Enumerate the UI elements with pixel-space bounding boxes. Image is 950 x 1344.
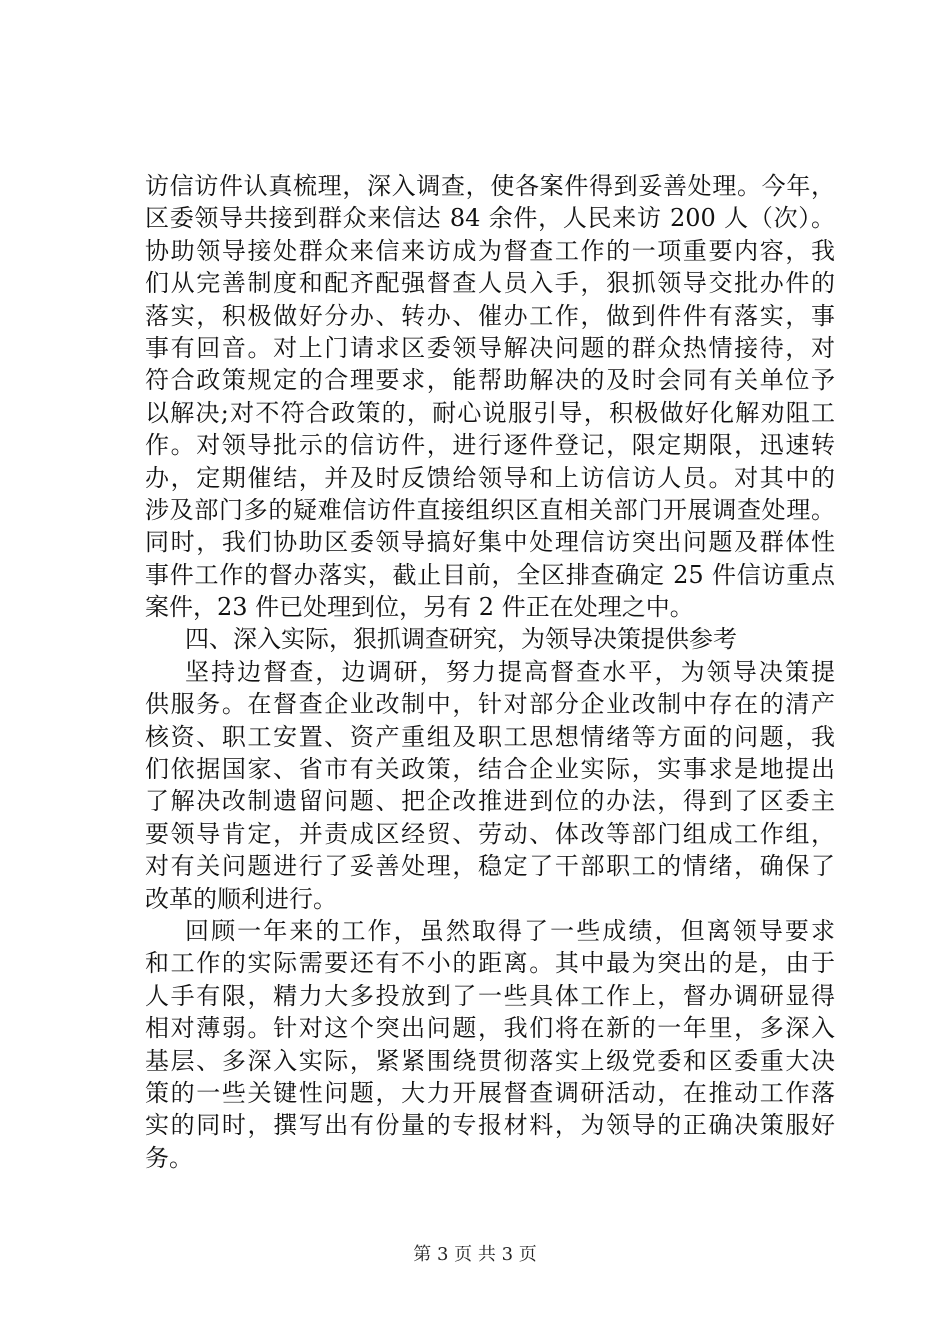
paragraph-research	[145, 656, 835, 915]
text-line: 回顾一年来的工作，虽然取得了一些成绩，但离领导要求	[185, 916, 835, 945]
text-line: 符合政策规定的合理要求，能帮助解决的及时会同有关单位予	[145, 366, 835, 395]
text-line: 区委领导共接到群众来信达 84 余件，人民来访 200 人（次）。	[145, 204, 835, 233]
paragraph-petition-handling	[145, 170, 835, 623]
text-line: 作。对领导批示的信访件，进行逐件登记，限定期限，迅速转	[145, 431, 835, 460]
section-heading-text: 四、深入实际，狠抓调查研究，为领导决策提供参考	[185, 625, 737, 654]
text-line: 基层、多深入实际，紧紧围绕贯彻落实上级党委和区委重大决	[145, 1046, 835, 1075]
text-line: 以解决;对不符合政策的，耐心说服引导，积极做好化解劝阻工	[145, 398, 835, 427]
text-line: 涉及部门多的疑难信访件直接组织区直相关部门开展调查处理。	[145, 495, 835, 524]
text-line: 们从完善制度和配齐配强督查人员入手，狠抓领导交批办件的	[145, 269, 835, 298]
text-line: 核资、职工安置、资产重组及职工思想情绪等方面的问题，我	[145, 722, 835, 751]
text-line: 办，定期催结，并及时反馈给领导和上访信访人员。对其中的	[145, 463, 835, 492]
text-line: 落实，积极做好分办、转办、催办工作，做到件件有落实，事	[145, 301, 835, 330]
text-line: 对有关问题进行了妥善处理，稳定了干部职工的情绪，确保了	[145, 852, 835, 881]
page-number-footer: 第 3 页 共 3 页	[413, 1244, 537, 1265]
paragraph-review	[145, 915, 835, 1174]
text-line: 了解决改制遗留问题、把企改推进到位的办法，得到了区委主	[145, 787, 835, 816]
text-line: 实的同时，撰写出有份量的专报材料，为领导的正确决策服好	[145, 1111, 835, 1140]
text-line: 策的一些关键性问题，大力开展督查调研活动，在推动工作落	[145, 1078, 835, 1107]
text-line: 和工作的实际需要还有不小的距离。其中最为突出的是，由于	[145, 949, 835, 978]
text-line: 协助领导接处群众来信来访成为督查工作的一项重要内容，我	[145, 236, 835, 265]
text-line: 同时，我们协助区委领导搞好集中处理信访突出问题及群体性	[145, 528, 835, 557]
text-line: 访信访件认真梳理，深入调查，使各案件得到妥善处理。今年，	[145, 172, 835, 200]
text-line: 坚持边督查，边调研，努力提高督查水平，为领导决策提	[185, 657, 835, 686]
text-line: 人手有限，精力大多投放到了一些具体工作上，督办调研显得	[145, 981, 835, 1010]
text-line: 案件，23 件已处理到位，另有 2 件正在处理之中。	[145, 593, 694, 622]
document-body	[145, 170, 835, 1174]
text-line: 供服务。在督查企业改制中，针对部分企业改制中存在的清产	[145, 690, 835, 719]
text-line: 要领导肯定，并责成区经贸、劳动、体改等部门组成工作组，	[145, 819, 835, 848]
text-line: 相对薄弱。针对这个突出问题，我们将在新的一年里，多深入	[145, 1014, 835, 1043]
text-line: 务。	[145, 1143, 193, 1172]
text-line: 们依据国家、省市有关政策，结合企业实际，实事求是地提出	[145, 755, 835, 784]
section-heading	[145, 623, 835, 655]
text-line: 事件工作的督办落实，截止目前，全区排查确定 25 件信访重点	[145, 560, 835, 589]
text-line: 改革的顺利进行。	[145, 884, 337, 913]
text-line: 事有回音。对上门请求区委领导解决问题的群众热情接待，对	[145, 333, 835, 362]
